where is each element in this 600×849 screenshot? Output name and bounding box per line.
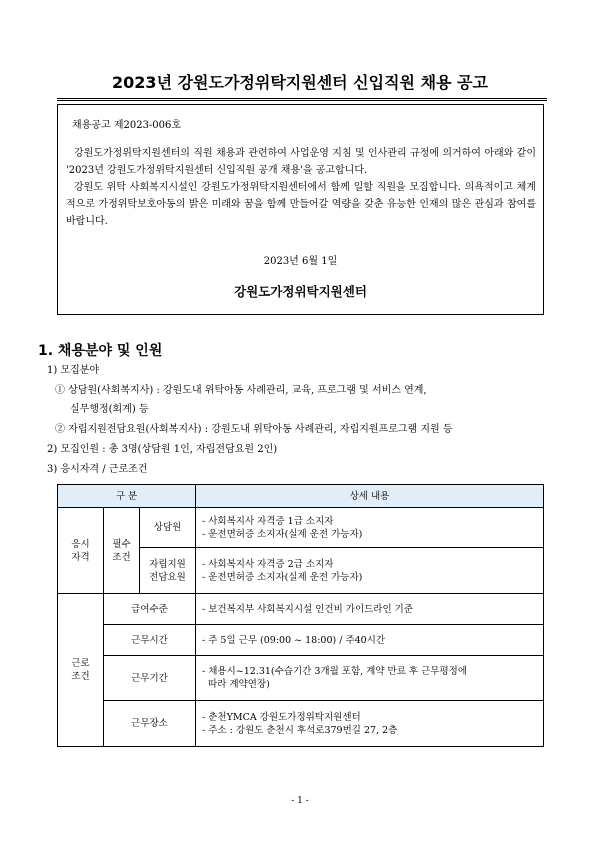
item-counselor-cont: 실무행정(회계) 등 [70, 404, 149, 415]
item-headcount: 2) 모집인원 : 총 3명(상담원 1인, 자립전담요원 2인) [47, 444, 278, 455]
item-recruit-field: 1) 모집분야 [47, 365, 100, 376]
notice-paragraph-1: 강원도가정위탁지원센터의 직원 채용과 관련하여 사업운영 지침 및 인사관리 규정에 의거하여 아래와 같이 '2023년 강원도가정위탁지원센터 신입직원 공개 채용'을 공고합니다. [66, 148, 536, 176]
notice-box [57, 104, 544, 315]
notice-date: 2023년 6월 1일 [263, 256, 338, 267]
page-title: 2023년 강원도가정위탁지원센터 신입직원 채용 공고 [112, 73, 488, 92]
item-qualification: 3) 응시자격 / 근로조건 [47, 464, 148, 475]
hours-detail: - 주 5일 근무 (09:00 ~ 18:00) / 주40시간 [196, 625, 544, 656]
hours-label: 근무시간 [104, 625, 196, 656]
section-heading: 1. 채용분야 및 인원 [38, 343, 163, 359]
qualification-group: 응시 자격 [58, 508, 104, 594]
item-independence: ② 자립지원전담요원(사회복지사) : 강원도내 위탁아동 사례관리, 자립지원프로그램 지원 등 [55, 424, 453, 435]
place-details: - 춘천YMCA 강원도가정위탁지원센터 - 주소 : 강원도 춘천시 후석로379번길 27, 2층 [196, 701, 544, 747]
conditions-table [57, 484, 544, 747]
counselor-label: 상담원 [140, 508, 196, 548]
period-label: 근무기간 [104, 656, 196, 701]
notice-organization: 강원도가정위탁지원센터 [234, 284, 367, 299]
salary-label: 급여수준 [104, 594, 196, 625]
item-counselor: ① 상담원(사회복지사) : 강원도내 위탁아동 사례관리, 교육, 프로그램 및 서비스 연계, [55, 385, 427, 396]
header-category: 구 분 [58, 485, 196, 508]
header-detail: 상세 내용 [196, 485, 544, 508]
salary-detail: - 보건복지부 사회복지시설 인건비 가이드라인 기준 [196, 594, 544, 625]
required-group: 필수 조건 [104, 508, 140, 594]
page-number: - 1 - [291, 796, 309, 806]
independence-details: - 사회복지사 자격증 2급 소지자 - 운전면허증 소지자(실제 운전 가능자) [196, 548, 544, 594]
counselor-details: - 사회복지사 자격증 1급 소지자 - 운전면허증 소지자(실제 운전 가능자) [196, 508, 544, 548]
notice-paragraph-2: 강원도 위탁 사회복지시설인 강원도가정위탁지원센터에서 함께 일할 직원을 모집합니다. 의욕적이고 체계적으로 가정위탁보호아동의 밝은 미래와 꿈을 함께 만들어갈 역량을 갖춘 유능한 인재의 많은 관심과 참여를 바랍니다. [66, 182, 536, 227]
period-details: - 채용시~12.31(수습기간 3개월 포함, 계약 만료 후 근무평정에 따라 계약연장) [196, 656, 544, 701]
notice-body [66, 145, 536, 230]
place-label: 근무장소 [104, 701, 196, 747]
notice-number: 채용공고 제2023-006호 [72, 120, 182, 131]
independence-label: 자립지원 전담요원 [140, 548, 196, 594]
work-group: 근로 조건 [58, 594, 104, 747]
title-underline [57, 98, 547, 101]
